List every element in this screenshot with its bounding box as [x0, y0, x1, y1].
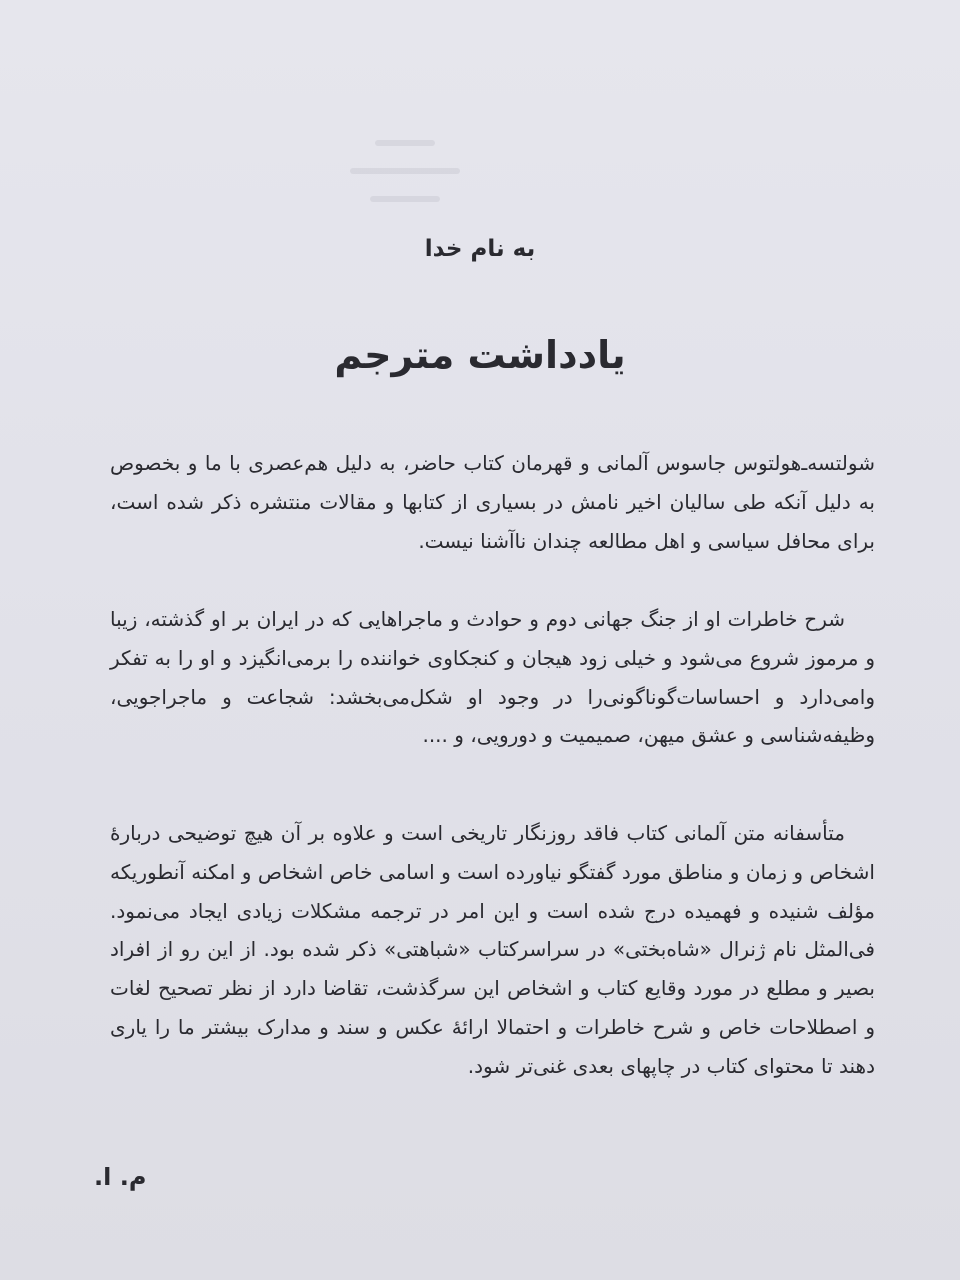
- page-title: یادداشت مترجم: [334, 333, 626, 377]
- bismillah-heading: به نام خدا: [424, 236, 536, 262]
- translator-initials: م. ا.: [94, 1163, 147, 1191]
- paragraph-intro: شولتسه‌ـ‌هولتوس جاسوس آلمانی و قهرمان کتاب حاضر، به دلیل هم‌عصری با ما و بخصوص به دلیل آنکه طی سالیان اخیر نامش در بسیاری از کتابها و مقالات منتشره ذکر شده است، برای محافل سیاسی و اهل مطالعه چندان ناآشنا نیست.: [110, 451, 875, 553]
- paragraph-request: متأسفانه متن آلمانی کتاب فاقد روزنگار تاریخی است و علاوه بر آن هیچ توضیحی دربارهٔ اشخاص و زمان و مناطق مورد گفتگو نیاورده است و اسامی خاص اشخاص و امکنه آنطوریکه مؤلف شنیده و فهمیده درج شده است و این امر در ترجمه مشکلات زیادی ایجاد می‌نمود. فی‌المثل نام ژنرال «شاه‌بختی» در سراسرکتاب «شباهتی» ذکر شده بود. از این رو از افراد بصیر و مطلع در مورد وقایع کتاب و اشخاص این سرگذشت، تقاضا دارد از نظر تصحیح لغات و اصطلاحات خاص و شرح خاطرات و احتمالا ارائهٔ عکس و سند و مدارک بیشتر ما را یاری دهند تا محتوای کتاب در چاپهای بعدی غنی‌تر شود.: [110, 821, 875, 1078]
- bleed-through-text: [340, 118, 470, 218]
- paragraph-memoirs: شرح خاطرات او از جنگ جهانی دوم و حوادث و ماجراهایی که در ایران بر او گذشته، زیبا و مرموز شروع می‌شود و خیلی زود هیجان و کنجکاوی خواننده را برمی‌انگیزد و او را به تفکر وامی‌دارد و احساسات‌گوناگونی‌را در وجود او شکل‌می‌بخشد: شجاعت و ماجراجویی، وظیفه‌شناسی و عشق میهن، صمیمیت و دورویی، و ....: [110, 607, 875, 748]
